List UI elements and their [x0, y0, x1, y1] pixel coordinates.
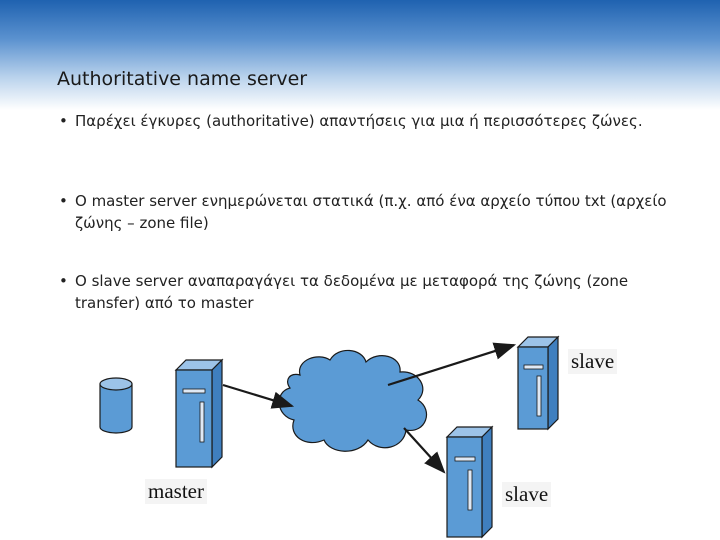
bullet-text: Ο slave server αναπαραγάγει τα δεδομένα με μεταφορά της ζώνης (zone transfer) από το master — [75, 272, 629, 312]
bullet-text: Παρέχει έγκυρες (authoritative) απαντήσεις για μια ή περισσότερες ζώνες. — [75, 112, 643, 130]
arrow-cloud-to-slave-top — [388, 345, 514, 385]
network-cloud-icon — [279, 350, 426, 451]
slave-server-top-icon — [518, 337, 558, 429]
slave-bottom-label: slave — [502, 482, 551, 507]
slave-top-label: slave — [568, 349, 617, 374]
database-icon — [100, 378, 132, 433]
slave-server-bottom-icon — [447, 427, 492, 537]
master-server-icon — [176, 360, 222, 467]
bullet-dot-icon: • — [59, 192, 68, 210]
arrow-cloud-to-slave-bottom — [404, 428, 444, 472]
slide-title: Authoritative name server — [57, 68, 308, 90]
bullet-text: Ο master server ενημερώνεται στατικά (π.χ. από ένα αρχείο τύπου txt (αρχείο ζώνης – zone file) — [75, 192, 667, 232]
master-label: master — [145, 479, 207, 504]
bullet-dot-icon: • — [59, 272, 68, 290]
bullet-dot-icon: • — [59, 112, 68, 130]
